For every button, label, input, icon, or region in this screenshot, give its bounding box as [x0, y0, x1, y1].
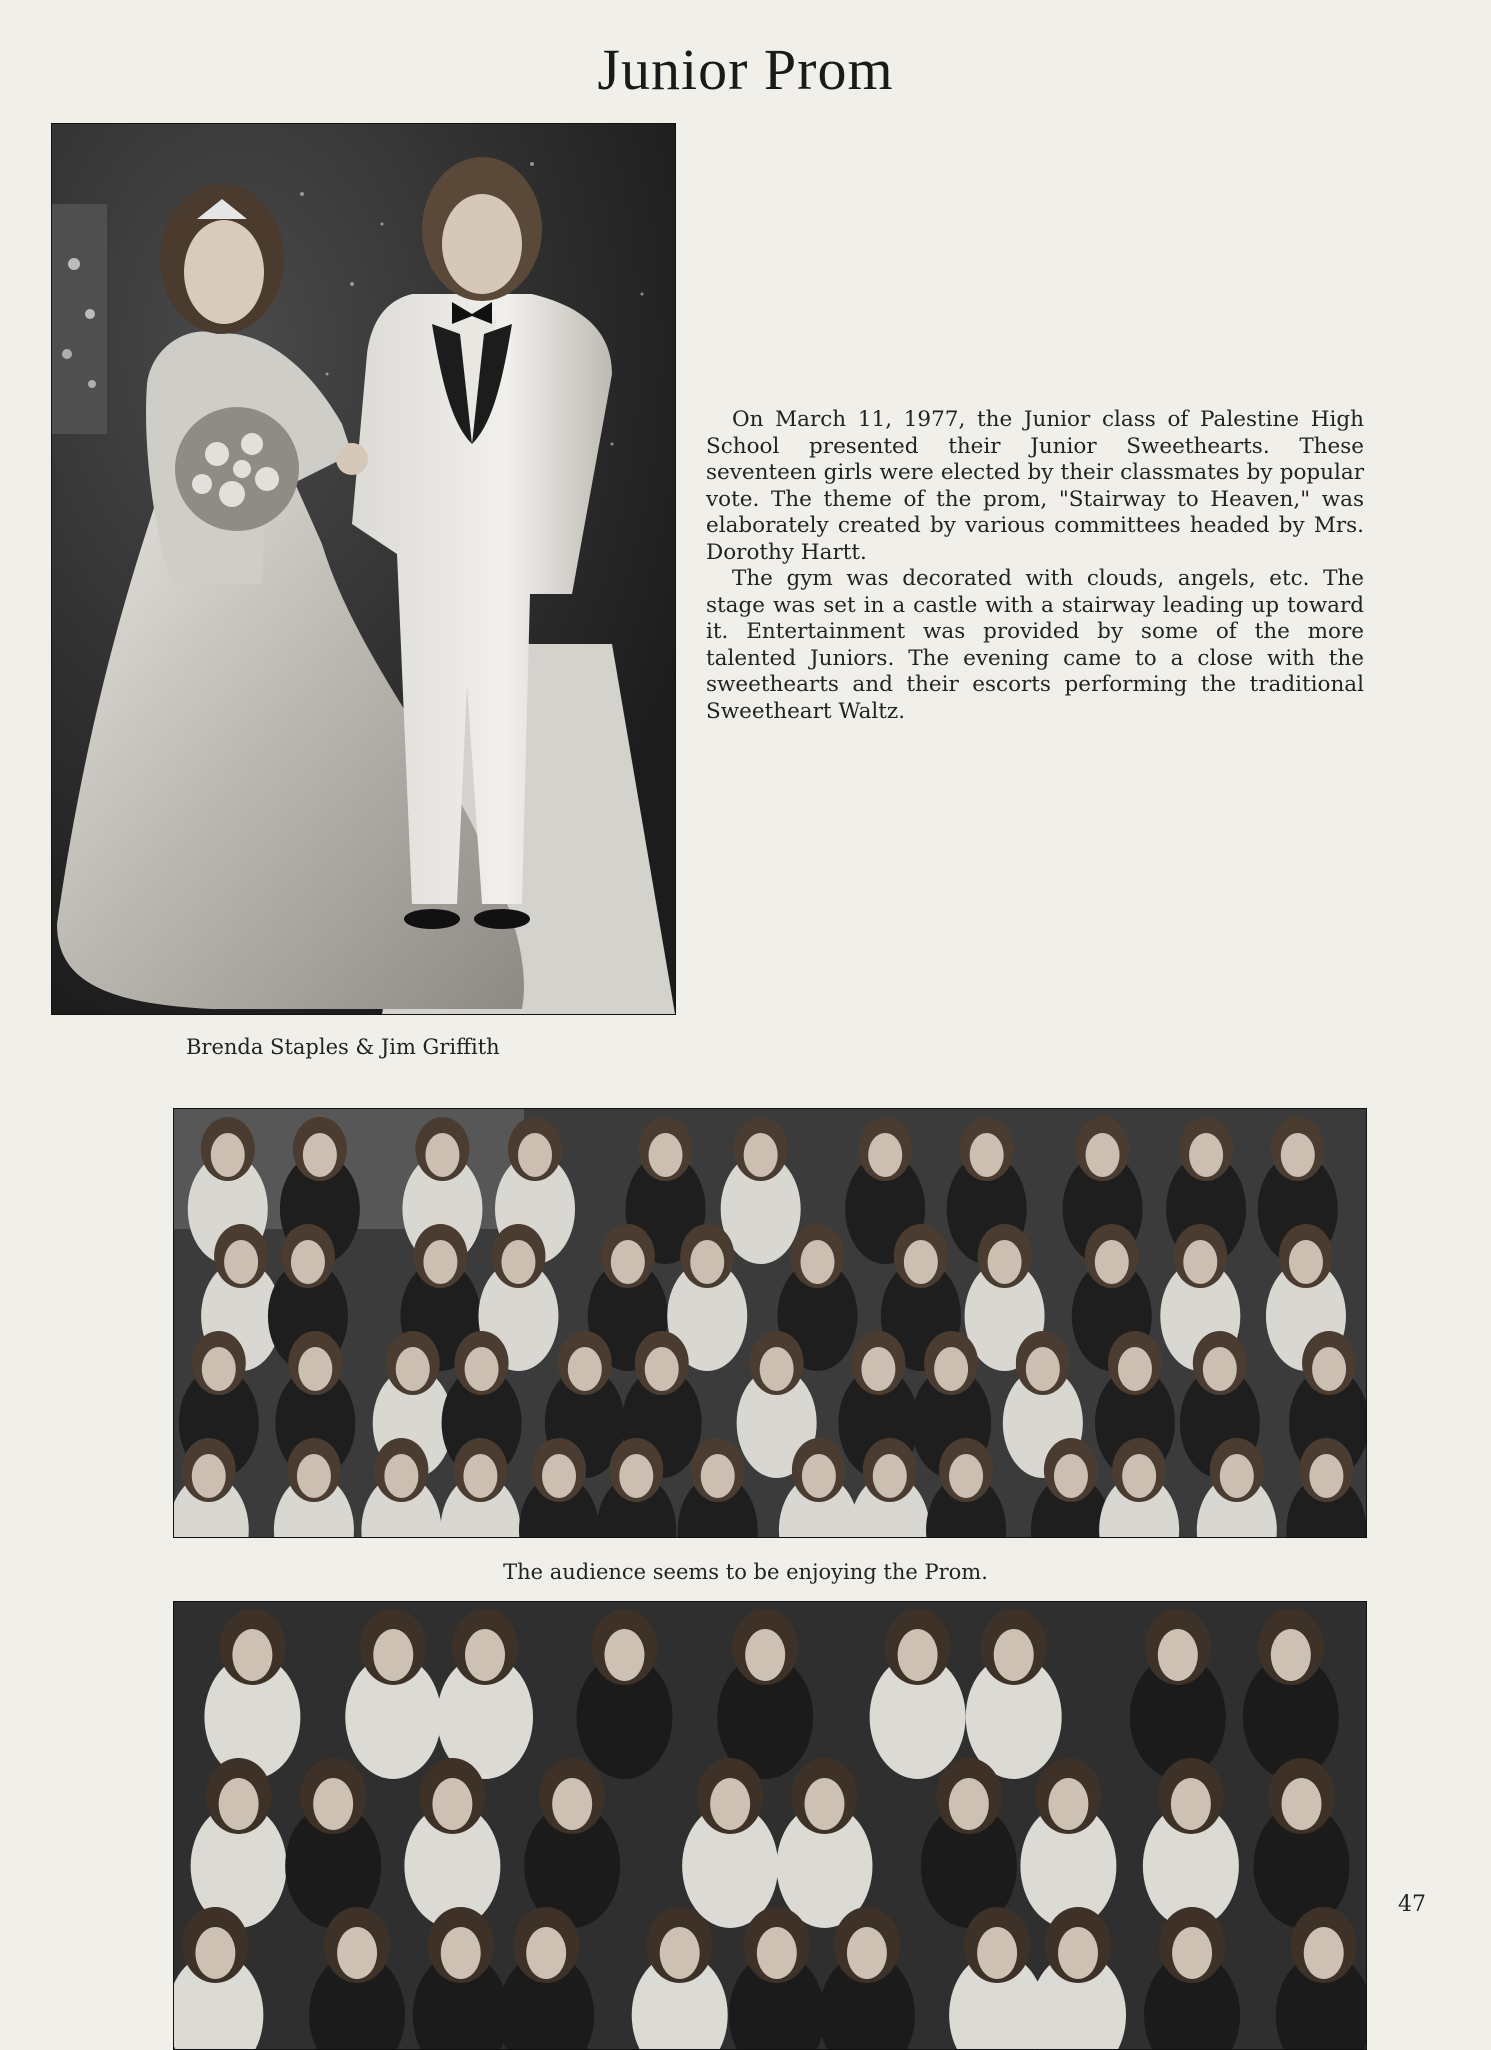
audience-photo-bottom: [173, 1601, 1367, 2050]
page-title: Junior Prom: [597, 37, 894, 102]
page-number: 47: [1398, 1892, 1426, 1917]
article-paragraph-1: On March 11, 1977, the Junior class of Palestine High School presented their Junior Sweethearts. These seventeen girls were elected by their classmates by popular vote. The theme of the prom, "Stairway to Heaven," was elaborately created by various committees headed by Mrs. Dorothy Hartt.: [706, 407, 1364, 565]
article-text: [706, 407, 1364, 725]
audience-photo-caption: The audience seems to be enjoying the Prom.: [503, 1560, 988, 1584]
article-paragraph-2: The gym was decorated with clouds, angels, etc. The stage was set in a castle with a stairway leading up toward it. Entertainment was provided by some of the more talented Juniors. The evening came to a close with the sweethearts and their escorts performing the traditional Sweetheart Waltz.: [706, 566, 1364, 724]
audience-photo-top: [173, 1108, 1367, 1538]
couple-photo: [51, 123, 676, 1015]
couple-photo-caption: Brenda Staples & Jim Griffith: [186, 1035, 500, 1059]
